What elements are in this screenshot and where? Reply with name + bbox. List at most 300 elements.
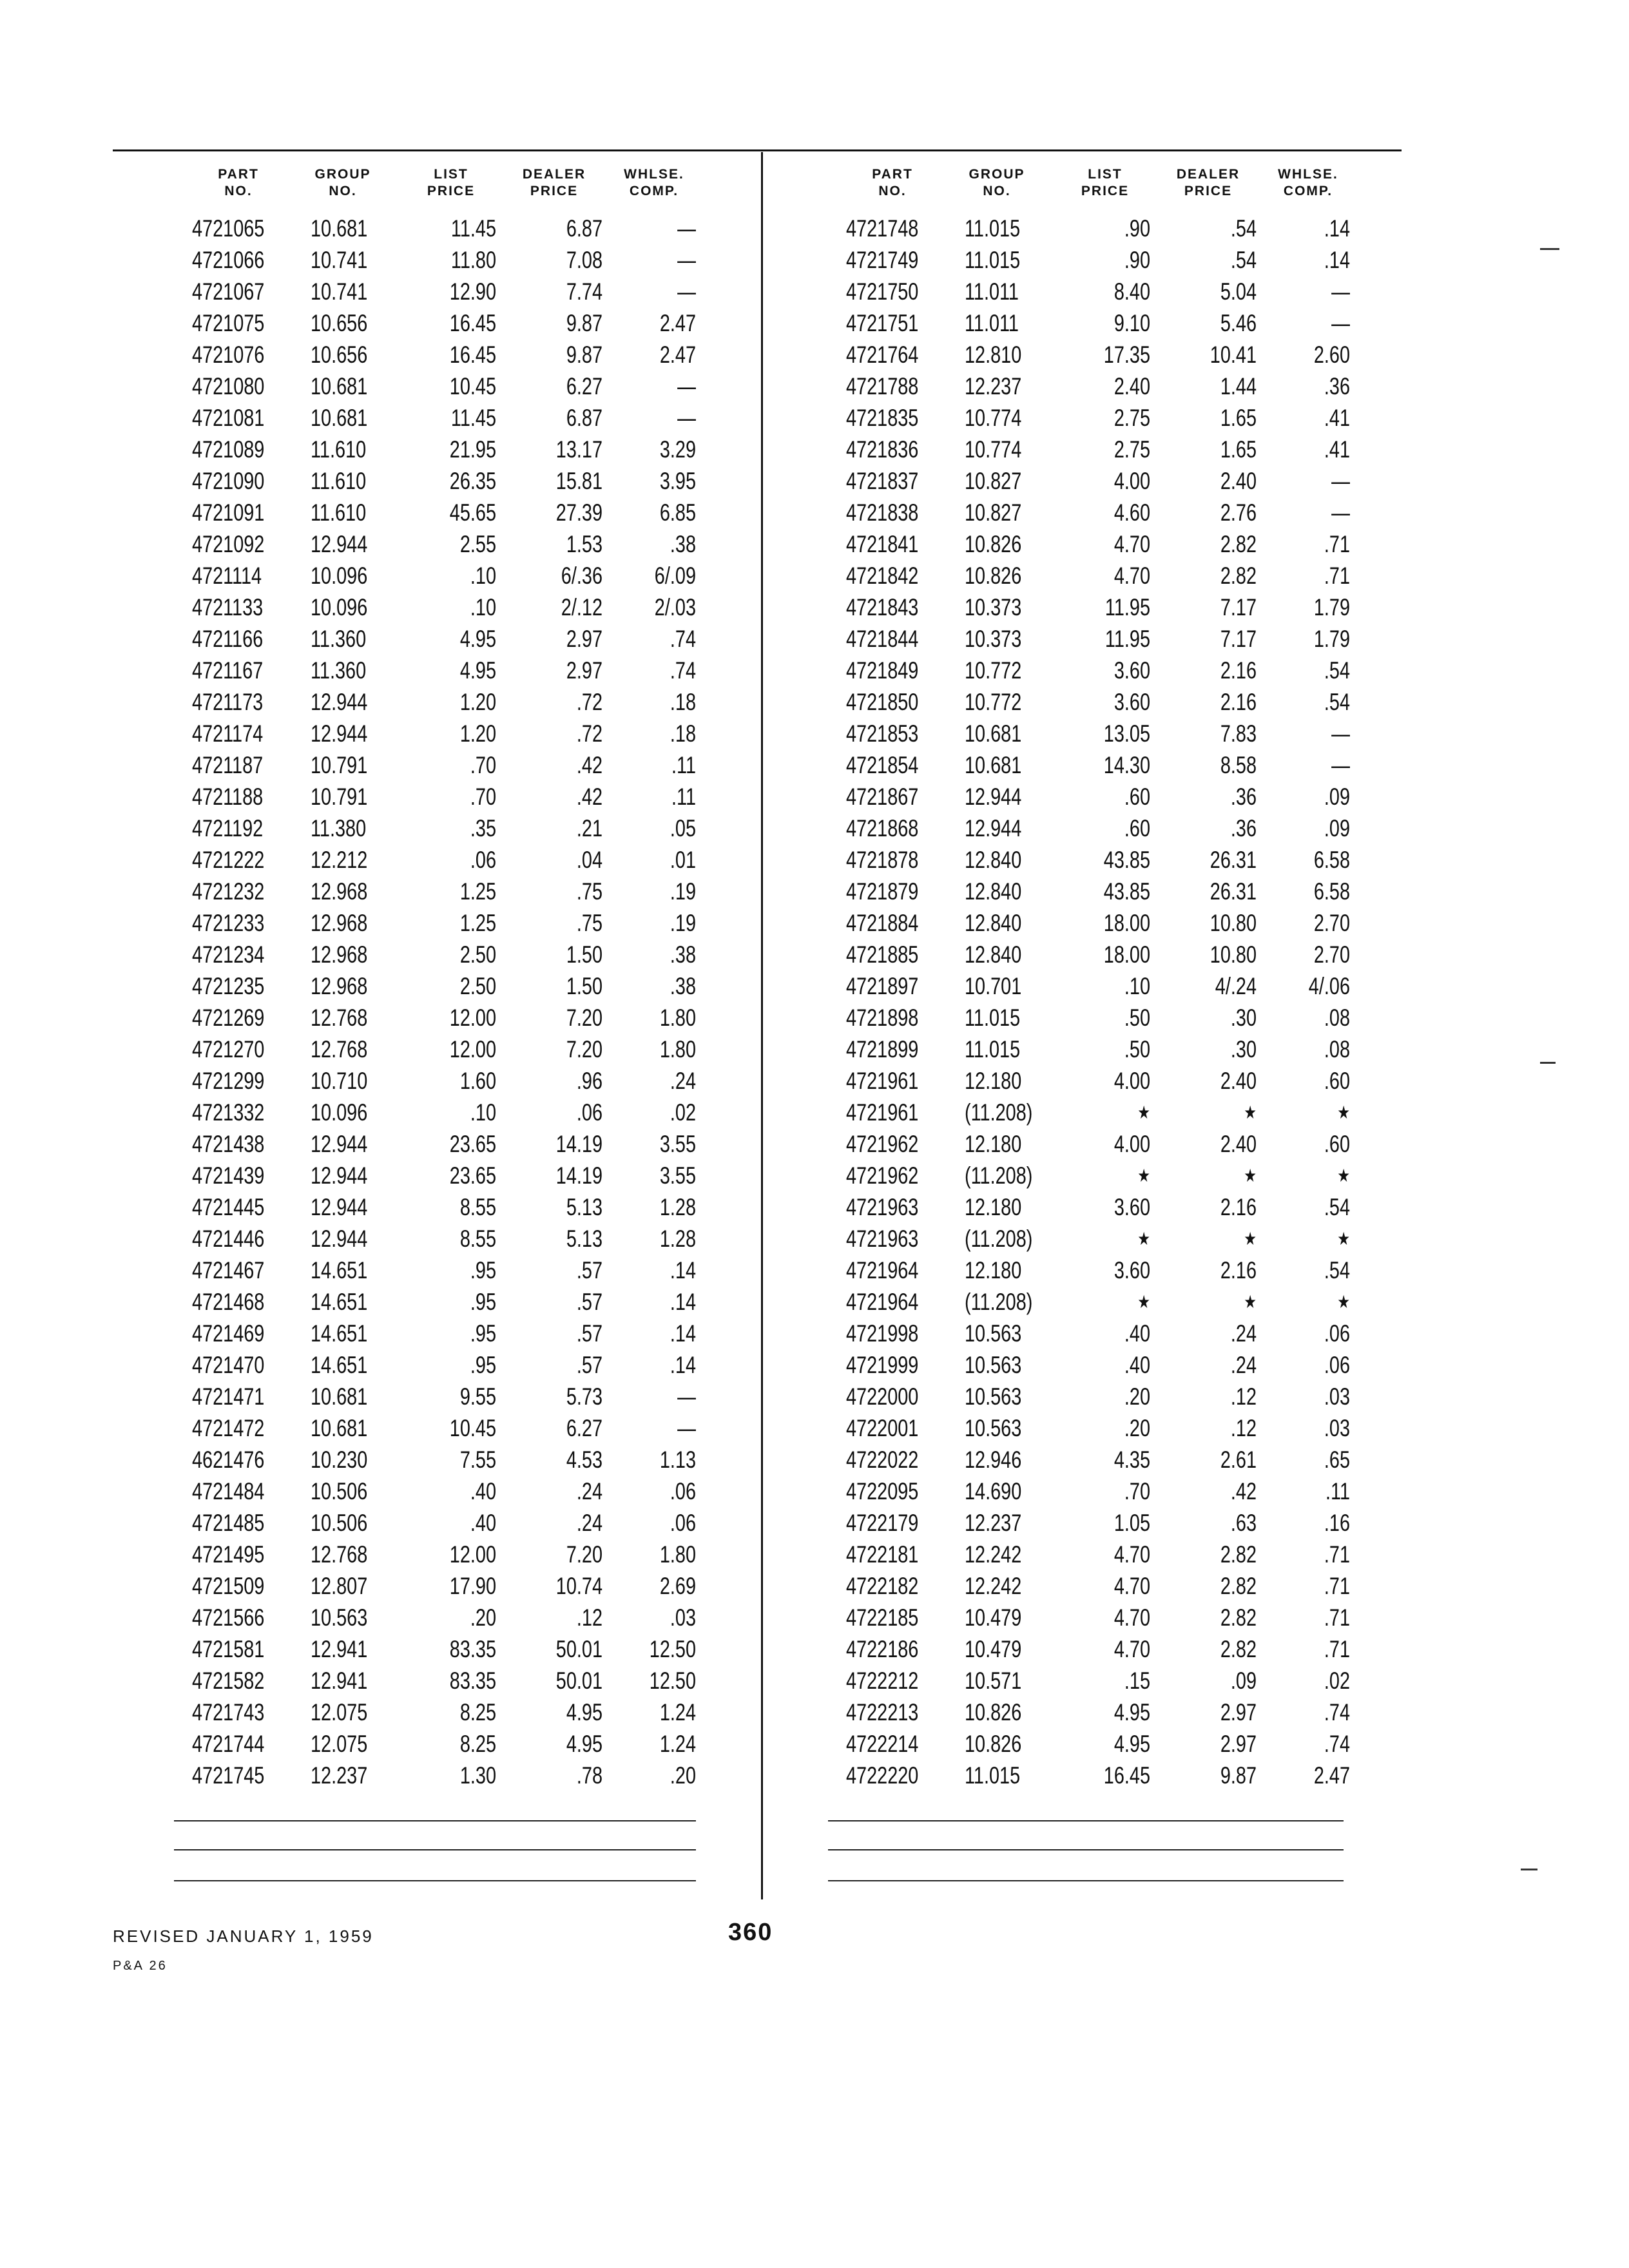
part-no-cell: 4721067	[192, 278, 265, 305]
whlse-comp-cell: .71	[1324, 1636, 1350, 1662]
group-no-cell: 12.944	[311, 1225, 368, 1252]
list-price-cell: 2.55	[459, 531, 496, 557]
part-no-cell: 4621476	[192, 1446, 265, 1473]
dealer-price-cell: .54	[1230, 247, 1257, 273]
whlse-comp-cell: .03	[670, 1604, 696, 1631]
list-price-cell: 10.45	[449, 1415, 496, 1441]
list-price-cell: 4.95	[459, 626, 496, 652]
dealer-price-cell: 9.87	[1220, 1762, 1257, 1789]
part-no-cell: 4721841	[846, 531, 919, 557]
whlse-comp-cell: 6/.09	[654, 562, 696, 589]
list-price-cell: 1.60	[459, 1068, 496, 1094]
dealer-price-cell: .42	[576, 783, 602, 810]
part-no-cell: 4721467	[192, 1257, 265, 1283]
list-price-cell: 21.95	[449, 436, 496, 463]
list-price-cell: .40	[470, 1478, 496, 1504]
list-price-cell: 4.70	[1113, 1573, 1150, 1599]
part-no-cell: 4721445	[192, 1194, 265, 1220]
whlse-comp-cell: .65	[1324, 1446, 1350, 1473]
whlse-comp-cell: —	[677, 247, 696, 273]
group-no-cell: 10.791	[311, 752, 368, 778]
dealer-price-cell: .72	[576, 720, 602, 747]
dealer-price-cell: 7.20	[566, 1541, 602, 1568]
part-no-cell: 4721853	[846, 720, 919, 747]
list-price-cell: 9.55	[459, 1383, 496, 1410]
whlse-comp-cell: —	[1331, 499, 1350, 526]
group-no-cell: 10.826	[965, 1731, 1022, 1757]
group-no-cell: 11.015	[965, 1036, 1021, 1062]
header-part-no: PART NO.	[872, 167, 913, 198]
group-no-cell: 10.681	[965, 752, 1022, 778]
dealer-price-cell: 2.82	[1220, 1573, 1257, 1599]
dealer-price-cell: 5.13	[566, 1225, 602, 1252]
whlse-comp-cell: .74	[670, 657, 696, 684]
list-price-cell: .40	[1124, 1352, 1150, 1378]
whlse-comp-cell: .54	[1324, 1194, 1350, 1220]
part-no-cell: 4721961	[846, 1068, 919, 1094]
group-no-cell: 12.075	[311, 1699, 368, 1725]
part-no-cell: 4721999	[846, 1352, 919, 1378]
list-price-cell: .10	[470, 562, 496, 589]
whlse-comp-cell: .60	[1324, 1131, 1350, 1157]
part-no-cell: 4721075	[192, 310, 265, 336]
group-no-cell: 10.774	[965, 405, 1022, 431]
whlse-comp-cell: 1.24	[659, 1699, 696, 1725]
group-no-cell: 11.011	[965, 278, 1019, 305]
dealer-price-cell: 2.97	[566, 626, 602, 652]
group-no-cell: 12.944	[965, 815, 1022, 841]
whlse-comp-cell: 1.80	[659, 1036, 696, 1062]
list-price-cell: .20	[1124, 1383, 1150, 1410]
group-no-cell: 10.563	[311, 1604, 368, 1631]
part-no-cell: 4721076	[192, 341, 265, 368]
dealer-price-cell: ★	[1244, 1292, 1257, 1312]
dealer-price-cell: 1.44	[1220, 373, 1257, 399]
group-no-cell: 12.237	[965, 1510, 1022, 1536]
whlse-comp-cell: —	[677, 215, 696, 242]
part-no-cell: 4721844	[846, 626, 919, 652]
group-no-cell: 12.768	[311, 1036, 368, 1062]
list-price-cell: .50	[1124, 1036, 1150, 1062]
dealer-price-cell: 8.58	[1220, 752, 1257, 778]
list-price-cell: 1.05	[1113, 1510, 1150, 1536]
column-divider	[761, 152, 763, 1899]
whlse-comp-cell: .54	[1324, 1257, 1350, 1283]
blank-rule	[174, 1820, 696, 1821]
group-no-cell: 12.968	[311, 878, 368, 905]
part-no-cell: 4721187	[192, 752, 264, 778]
part-no-cell: 4721745	[192, 1762, 265, 1789]
dealer-price-cell: .36	[1230, 783, 1257, 810]
part-no-cell: 4721850	[846, 689, 919, 715]
part-no-cell: 4721233	[192, 910, 265, 936]
dealer-price-cell: 1.50	[566, 973, 602, 999]
whlse-comp-cell: .06	[1324, 1320, 1350, 1347]
whlse-comp-cell: —	[1331, 278, 1350, 305]
whlse-comp-cell: .02	[1324, 1667, 1350, 1694]
part-no-cell: 4721963	[846, 1225, 919, 1252]
part-no-cell: 4721485	[192, 1510, 265, 1536]
list-price-cell: 43.85	[1103, 878, 1150, 905]
part-no-cell: 4721270	[192, 1036, 265, 1062]
part-no-cell: 4721582	[192, 1667, 265, 1694]
group-no-cell: 10.563	[965, 1352, 1022, 1378]
list-price-cell: 3.60	[1113, 1194, 1150, 1220]
part-no-cell: 4721836	[846, 436, 919, 463]
blank-rule	[828, 1820, 1344, 1821]
group-no-cell: 10.710	[311, 1068, 368, 1094]
group-no-cell: 10.096	[311, 1099, 368, 1126]
dealer-price-cell: 27.39	[555, 499, 602, 526]
whlse-comp-cell: 2.70	[1313, 941, 1350, 968]
edge-mark	[1540, 248, 1559, 250]
list-price-cell: .35	[470, 815, 496, 841]
whlse-comp-cell: .74	[1324, 1731, 1350, 1757]
whlse-comp-cell: .01	[670, 847, 696, 873]
part-no-cell: 4721091	[192, 499, 265, 526]
whlse-comp-cell: .54	[1324, 689, 1350, 715]
whlse-comp-cell: 1.80	[659, 1004, 696, 1031]
whlse-comp-cell: 1.80	[659, 1541, 696, 1568]
whlse-comp-cell: .19	[670, 878, 696, 905]
part-no-cell: 4721843	[846, 594, 919, 620]
group-no-cell: 12.237	[311, 1762, 368, 1789]
group-no-cell: 14.690	[965, 1478, 1022, 1504]
group-no-cell: 12.946	[965, 1446, 1022, 1473]
part-no-cell: 4721469	[192, 1320, 265, 1347]
group-no-cell: 12.944	[965, 783, 1022, 810]
dealer-price-cell: 14.19	[555, 1131, 602, 1157]
group-no-cell: (11.208)	[965, 1162, 1033, 1189]
dealer-price-cell: .09	[1230, 1667, 1257, 1694]
list-price-cell: .20	[1124, 1415, 1150, 1441]
group-no-cell: 10.563	[965, 1383, 1022, 1410]
whlse-comp-cell: .14	[670, 1352, 696, 1378]
list-price-cell: 11.80	[450, 247, 496, 273]
header-list-price: LIST PRICE	[1081, 167, 1130, 198]
list-price-cell: 11.45	[450, 405, 496, 431]
dealer-price-cell: .12	[1230, 1383, 1257, 1410]
list-price-cell: 2.40	[1113, 373, 1150, 399]
part-no-cell: 4721849	[846, 657, 919, 684]
list-price-cell: 18.00	[1103, 941, 1150, 968]
group-no-cell: 12.180	[965, 1068, 1022, 1094]
list-price-cell: .90	[1124, 247, 1150, 273]
list-price-cell: 17.35	[1103, 341, 1150, 368]
whlse-comp-cell: .38	[670, 973, 696, 999]
dealer-price-cell: 2.76	[1220, 499, 1257, 526]
group-no-cell: 10.827	[965, 499, 1022, 526]
part-no-cell: 4722182	[846, 1573, 919, 1599]
list-price-cell: 1.20	[459, 689, 496, 715]
dealer-price-cell: ★	[1244, 1166, 1257, 1186]
dealer-price-cell: 6.87	[566, 215, 602, 242]
part-no-cell: 4721962	[846, 1162, 919, 1189]
group-no-cell: 12.941	[311, 1667, 368, 1694]
list-price-cell: .70	[1124, 1478, 1150, 1504]
part-no-cell: 4722220	[846, 1762, 919, 1789]
group-no-cell: 10.772	[965, 657, 1022, 684]
group-no-cell: 12.968	[311, 910, 368, 936]
whlse-comp-cell: .54	[1324, 657, 1350, 684]
whlse-comp-cell: .06	[1324, 1352, 1350, 1378]
whlse-comp-cell: .38	[670, 531, 696, 557]
whlse-comp-cell: .74	[1324, 1699, 1350, 1725]
part-no-cell: 4721173	[192, 689, 264, 715]
part-no-cell: 4721868	[846, 815, 919, 841]
group-no-cell: 12.180	[965, 1257, 1022, 1283]
whlse-comp-cell: 2.47	[659, 310, 696, 336]
dealer-price-cell: 1.53	[566, 531, 602, 557]
whlse-comp-cell: .71	[1324, 531, 1350, 557]
group-no-cell: 10.656	[311, 310, 368, 336]
part-no-cell: 4721842	[846, 562, 919, 589]
part-no-cell: 4721964	[846, 1289, 919, 1315]
part-no-cell: 4721962	[846, 1131, 919, 1157]
group-no-cell: 12.242	[965, 1573, 1022, 1599]
part-no-cell: 4721081	[192, 405, 265, 431]
dealer-price-cell: 4.95	[566, 1699, 602, 1725]
dealer-price-cell: 10.41	[1210, 341, 1257, 368]
dealer-price-cell: 1.65	[1220, 436, 1257, 463]
list-price-cell: 1.25	[459, 878, 496, 905]
whlse-comp-cell: 12.50	[649, 1667, 696, 1694]
group-no-cell: 10.826	[965, 531, 1022, 557]
dealer-price-cell: 1.65	[1220, 405, 1257, 431]
part-no-cell: 4721744	[192, 1731, 265, 1757]
list-price-cell: 4.95	[1113, 1731, 1150, 1757]
whlse-comp-cell: —	[1331, 720, 1350, 747]
group-no-cell: 10.826	[965, 562, 1022, 589]
dealer-price-cell: .12	[576, 1604, 602, 1631]
group-no-cell: 12.840	[965, 941, 1022, 968]
list-price-cell: 10.45	[449, 373, 496, 399]
dealer-price-cell: 6/.36	[561, 562, 602, 589]
group-no-cell: 11.610	[311, 468, 367, 494]
whlse-comp-cell: .18	[670, 720, 696, 747]
list-price-cell: 3.60	[1113, 1257, 1150, 1283]
dealer-price-cell: 2.61	[1220, 1446, 1257, 1473]
dealer-price-cell: 5.04	[1220, 278, 1257, 305]
header-dealer-price: DEALER PRICE	[1176, 167, 1240, 198]
dealer-price-cell: 26.31	[1210, 878, 1257, 905]
dealer-price-cell: 4.53	[566, 1446, 602, 1473]
whlse-comp-cell: 2/.03	[654, 594, 696, 620]
list-price-cell: 2.50	[459, 973, 496, 999]
list-price-cell: 12.90	[449, 278, 496, 305]
dealer-price-cell: 2.82	[1220, 531, 1257, 557]
whlse-comp-cell: —	[677, 405, 696, 431]
list-price-cell: 8.55	[459, 1194, 496, 1220]
whlse-comp-cell: —	[1331, 310, 1350, 336]
group-no-cell: 10.681	[311, 373, 368, 399]
part-no-cell: 4721998	[846, 1320, 919, 1347]
dealer-price-cell: 2.82	[1220, 562, 1257, 589]
group-no-cell: 12.180	[965, 1194, 1022, 1220]
list-price-cell: .10	[470, 594, 496, 620]
header-dealer-price: DEALER PRICE	[522, 167, 586, 198]
part-no-cell: 4721867	[846, 783, 919, 810]
part-no-cell: 4722185	[846, 1604, 919, 1631]
group-no-cell: 10.681	[311, 1415, 368, 1441]
group-no-cell: 10.741	[311, 278, 368, 305]
part-no-cell: 4721581	[192, 1636, 265, 1662]
list-price-cell: 23.65	[449, 1131, 496, 1157]
dealer-price-cell: 5.13	[566, 1194, 602, 1220]
list-price-cell: ★	[1137, 1102, 1150, 1122]
whlse-comp-cell: 6.58	[1313, 847, 1350, 873]
dealer-price-cell: 6.27	[566, 1415, 602, 1441]
dealer-price-cell: .57	[576, 1320, 602, 1347]
part-no-cell: 4721878	[846, 847, 919, 873]
dealer-price-cell: ★	[1244, 1102, 1257, 1122]
part-no-cell: 4721751	[846, 310, 919, 336]
whlse-comp-cell: —	[677, 1415, 696, 1441]
group-no-cell: 10.741	[311, 247, 368, 273]
group-no-cell: 11.015	[965, 247, 1021, 273]
dealer-price-cell: .06	[576, 1099, 602, 1126]
part-no-cell: 4721837	[846, 468, 919, 494]
part-no-cell: 4721234	[192, 941, 265, 968]
whlse-comp-cell: .71	[1324, 562, 1350, 589]
whlse-comp-cell: 1.13	[659, 1446, 696, 1473]
whlse-comp-cell: .14	[1324, 247, 1350, 273]
part-no-cell: 4721749	[846, 247, 919, 273]
part-no-cell: 4721065	[192, 215, 265, 242]
whlse-comp-cell: 2.47	[659, 341, 696, 368]
header-whlse-comp: WHLSE. COMP.	[1278, 167, 1338, 198]
list-price-cell: 11.95	[1104, 594, 1150, 620]
group-no-cell: 10.656	[311, 341, 368, 368]
dealer-price-cell: .24	[1230, 1352, 1257, 1378]
list-price-cell: .60	[1124, 815, 1150, 841]
group-no-cell: 10.479	[965, 1636, 1022, 1662]
top-rule	[113, 149, 1402, 151]
group-no-cell: 12.768	[311, 1004, 368, 1031]
dealer-price-cell: .57	[576, 1352, 602, 1378]
dealer-price-cell: 7.08	[566, 247, 602, 273]
part-no-cell: 4721884	[846, 910, 919, 936]
whlse-comp-cell: —	[1331, 468, 1350, 494]
group-no-cell: 12.944	[311, 720, 368, 747]
list-price-cell: ★	[1137, 1229, 1150, 1249]
dealer-price-cell: .42	[1230, 1478, 1257, 1504]
part-no-cell: 4721743	[192, 1699, 265, 1725]
whlse-comp-cell: 6.58	[1313, 878, 1350, 905]
dealer-price-cell: 5.46	[1220, 310, 1257, 336]
group-no-cell: 10.681	[965, 720, 1022, 747]
group-no-cell: 12.840	[965, 878, 1022, 905]
group-no-cell: 12.212	[311, 847, 368, 873]
dealer-price-cell: .30	[1230, 1004, 1257, 1031]
part-no-cell: 4721446	[192, 1225, 265, 1252]
whlse-comp-cell: .41	[1324, 405, 1350, 431]
part-no-cell: 4721566	[192, 1604, 265, 1631]
list-price-cell: ★	[1137, 1292, 1150, 1312]
list-price-cell: 16.45	[449, 341, 496, 368]
list-price-cell: 8.25	[459, 1699, 496, 1725]
list-price-cell: 4.00	[1113, 1068, 1150, 1094]
dealer-price-cell: 2.16	[1220, 1257, 1257, 1283]
part-no-cell: 4721897	[846, 973, 919, 999]
part-no-cell: 4722181	[846, 1541, 919, 1568]
whlse-comp-cell: 3.95	[659, 468, 696, 494]
list-price-cell: 83.35	[449, 1667, 496, 1694]
dealer-price-cell: .75	[576, 878, 602, 905]
part-no-cell: 4721963	[846, 1194, 919, 1220]
list-price-cell: 3.60	[1113, 689, 1150, 715]
whlse-comp-cell: ★	[1337, 1166, 1350, 1186]
list-price-cell: .40	[470, 1510, 496, 1536]
part-no-cell: 4721166	[192, 626, 264, 652]
group-no-cell: 10.479	[965, 1604, 1022, 1631]
part-no-cell: 4721471	[192, 1383, 265, 1410]
part-no-cell: 4721439	[192, 1162, 265, 1189]
dealer-price-cell: .36	[1230, 815, 1257, 841]
part-no-cell: 4721495	[192, 1541, 265, 1568]
list-price-cell: .95	[470, 1352, 496, 1378]
list-price-cell: 4.70	[1113, 1541, 1150, 1568]
header-part-no: PART NO.	[218, 167, 259, 198]
part-no-cell: 4721961	[846, 1099, 919, 1126]
whlse-comp-cell: .03	[1324, 1383, 1350, 1410]
list-price-cell: 4.35	[1113, 1446, 1150, 1473]
whlse-comp-cell: —	[677, 373, 696, 399]
dealer-price-cell: 26.31	[1210, 847, 1257, 873]
group-no-cell: 14.651	[311, 1320, 368, 1347]
part-no-cell: 4721174	[192, 720, 264, 747]
part-no-cell: 4721899	[846, 1036, 919, 1062]
whlse-comp-cell: 1.79	[1313, 626, 1350, 652]
whlse-comp-cell: ★	[1337, 1229, 1350, 1249]
list-price-cell: 4.60	[1113, 499, 1150, 526]
part-no-cell: 4722000	[846, 1383, 919, 1410]
part-no-cell: 4721470	[192, 1352, 265, 1378]
list-price-cell: 8.55	[459, 1225, 496, 1252]
list-price-cell: 11.45	[450, 215, 496, 242]
group-no-cell: 10.772	[965, 689, 1022, 715]
dealer-price-cell: 2/.12	[561, 594, 602, 620]
list-price-cell: 43.85	[1103, 847, 1150, 873]
part-no-cell: 4721898	[846, 1004, 919, 1031]
part-no-cell: 4721885	[846, 941, 919, 968]
list-price-cell: 8.40	[1113, 278, 1150, 305]
group-no-cell: 12.944	[311, 1162, 368, 1189]
group-no-cell: 10.701	[965, 973, 1022, 999]
group-no-cell: 12.180	[965, 1131, 1022, 1157]
dealer-price-cell: 14.19	[555, 1162, 602, 1189]
part-no-cell: 4721188	[192, 783, 264, 810]
list-price-cell: 45.65	[449, 499, 496, 526]
part-no-cell: 4721080	[192, 373, 265, 399]
whlse-comp-cell: .14	[670, 1289, 696, 1315]
list-price-cell: .60	[1124, 783, 1150, 810]
edge-mark	[1540, 1062, 1556, 1064]
whlse-comp-cell: .14	[1324, 215, 1350, 242]
group-no-cell: 10.791	[311, 783, 368, 810]
dealer-price-cell: 2.82	[1220, 1604, 1257, 1631]
whlse-comp-cell: .24	[670, 1068, 696, 1094]
whlse-comp-cell: ★	[1337, 1102, 1350, 1122]
group-no-cell: 12.768	[311, 1541, 368, 1568]
group-no-cell: (11.208)	[965, 1099, 1033, 1126]
blank-rule	[174, 1880, 696, 1881]
group-no-cell: 11.360	[311, 626, 367, 652]
whlse-comp-cell: .11	[671, 752, 696, 778]
group-no-cell: 12.242	[965, 1541, 1022, 1568]
dealer-price-cell: 9.87	[566, 341, 602, 368]
dealer-price-cell: 2.40	[1220, 1068, 1257, 1094]
